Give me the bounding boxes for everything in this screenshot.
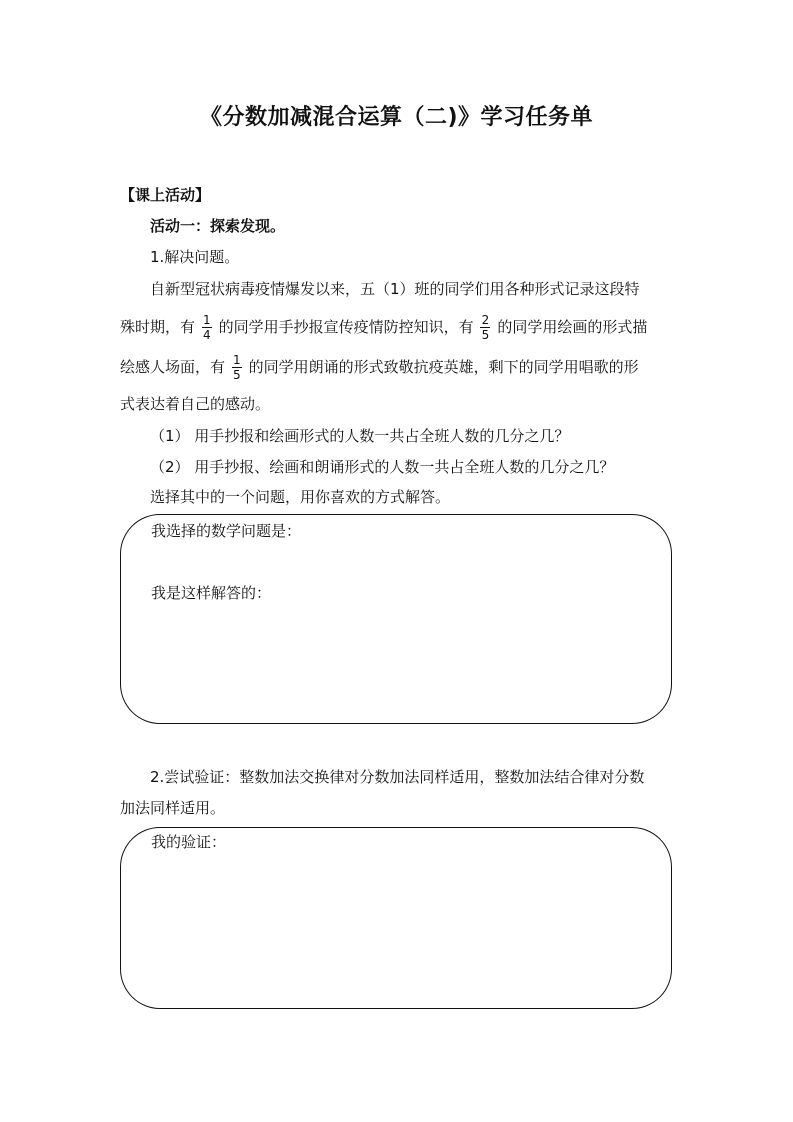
task2-line-1: 2.尝试验证：整数加法交换律对分数加法同样适用，整数加法结合律对分数 (150, 768, 645, 786)
activity-title: 活动一：探索发现。 (150, 217, 286, 235)
instruction: 选择其中的一个问题，用你喜欢的方式解答。 (150, 488, 451, 506)
box1-prompt-question: 我选择的数学问题是： (151, 522, 302, 540)
problem-text: 的同学用手抄报宣传疫情防控知识，有 (218, 318, 474, 336)
question-1: （1） 用手抄报和绘画形式的人数一共占全班人数的几分之几？ (150, 427, 570, 445)
fraction-denominator: 5 (481, 327, 490, 342)
fraction-one-quarter (201, 313, 213, 342)
task1-label: 1.解决问题。 (150, 248, 240, 266)
question-2: （2） 用手抄报、绘画和朗诵形式的人数一共占全班人数的几分之几？ (150, 458, 615, 476)
box1-prompt-solution: 我是这样解答的： (151, 584, 272, 602)
fraction-numerator: 1 (203, 312, 211, 327)
task2-line-2: 加法同样适用。 (120, 799, 226, 817)
problem-line-4: 式表达着自己的感动。 (120, 395, 271, 413)
problem-line-1: 自新型冠状病毒疫情爆发以来，五（1）班的同学们用各种形式记录这段特 (150, 280, 640, 298)
answer-box-1[interactable] (120, 514, 672, 724)
problem-text: 绘感人场面，有 (120, 358, 226, 376)
answer-box-2[interactable] (120, 827, 672, 1009)
fraction-two-fifths (480, 313, 492, 342)
section-heading: 【课上活动】 (120, 186, 211, 204)
problem-line-3 (120, 349, 639, 385)
problem-text: 的同学用朗诵的形式致敬抗疫英雄，剩下的同学用唱歌的形 (248, 358, 639, 376)
fraction-denominator: 4 (203, 327, 211, 342)
box2-prompt: 我的验证： (151, 833, 227, 851)
fraction-numerator: 1 (233, 352, 241, 367)
fraction-denominator: 5 (233, 367, 241, 382)
fraction-numerator: 2 (481, 312, 490, 327)
problem-text: 殊时期，有 (120, 318, 196, 336)
problem-line-2 (120, 309, 647, 345)
page-title: 《分数加减混合运算（二)》学习任务单 (199, 105, 594, 130)
problem-text: 的同学用绘画的形式描 (497, 318, 648, 336)
fraction-one-fifth (231, 353, 243, 382)
